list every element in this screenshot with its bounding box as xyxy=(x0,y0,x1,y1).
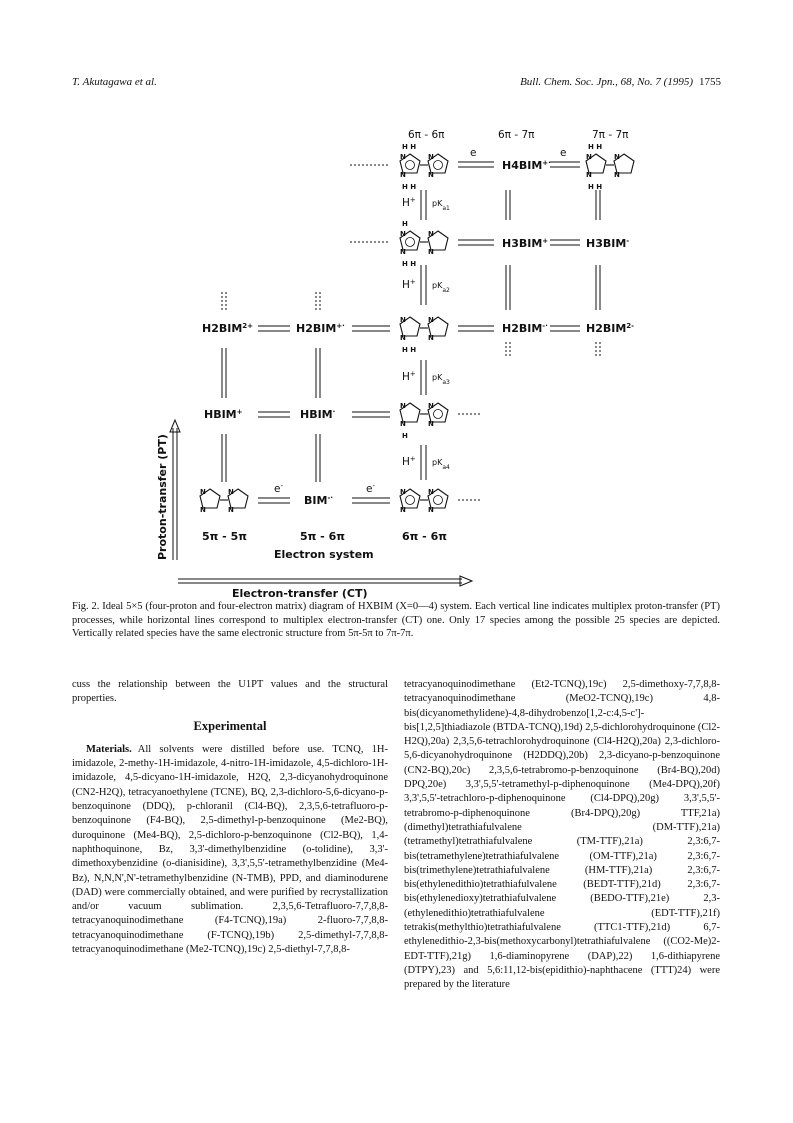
h-plus-3: H+ xyxy=(402,370,416,383)
pka4-label: $pK_{a4}$ xyxy=(432,458,450,471)
config-bottom-5-5: 5π - 5π xyxy=(202,530,247,543)
electron-label-row5-a: e- xyxy=(274,482,283,495)
page-number: 1755 xyxy=(699,76,721,88)
species-h3bim-cation: H3BIM+ xyxy=(502,237,549,250)
species-bim-radanion: BIM-· xyxy=(304,494,334,507)
journal-citation: Bull. Chem. Soc. Jpn., 68, No. 7 (1995) xyxy=(520,76,693,88)
caption-label: Fig. 2. xyxy=(72,601,100,612)
materials-continued: tetracyanoquinodimethane (Et2-TCNQ),19c) 2,5-dimethoxy-7,7,8,8-tetracyanoquinodimethane (MeO2-TCNQ),19c) 4,8-bis(dicyanomethylidene)-4,8-dihydrobenzo[1,2-c:4,5-c']-bis[1,2,5]thiadiazole (BTDA-TCNQ),19d) 2,5-dichlorohydroquinone (Cl2-H2Q),20a) 2,3,5,6-tetrachlorohydroquinone (Cl4-H2Q),20a) 2,3-dichloro-5,6-dicyanohydroquinone (H2DDQ),20b) 2,3-dicyano-p-benzoquinone (CN2-BQ),20c) 2,3,5,6-tetrabromo-p-benzoquinone (Br4-BQ),20d) DPQ,20e) 3,3',5,5'-tetramethyl-p-diphenoquinone (Me4-DPQ),20f) 3,3',5,5'-tetrachloro-p-diphenoquinone (Cl4-DPQ),20g) 3,3',5,5'-tetrabromo-p-diphenoquinone (Br4-DPQ),20g) TTF,21a) (dimethyl)tetrathiafulvalene (DM-TTF),21a) (tetramethyl)tetrathiafulvalene (TM-TTF),21a) 2,3:6,7-bis(tetramethylene)tetrathiafulvalene (OM-TTF),21a) 2,3:6,7-bis(trimethylene)tetrathiafulvalene (HM-TTF),21a) 2,3:6,7-bis(ethylenedithio)tetrathiafulvalene (BEDT-TTF),21d) 2,3:6,7-bis(ethylenedioxy)tetrathiafulvalene (BEDO-TTF),21e) 2,3-(ethylenedithio)tetrathiafulvalene (EDT-TTF),21f) tetrakis(methylthio)tetrathiafulvalene (TTC1-TTF),21d) 6,7-ethylenedithio-2,3-bis(methoxycarbonyl)tetrathiafulvalene ((CO2-Me)2-EDT-TTF),21g) 1,6-diaminopyrene (DAP),22) 1,6-dithiapyrene (DTPY),23) and 5,6:11,12-bis(epidithio)-naphthacene (TTT)24) were prepared by the literature xyxy=(404,679,720,991)
structure-bim-neutral xyxy=(200,488,248,514)
species-h2bim-radanion: H2BIM-· xyxy=(502,322,548,335)
electron-system-label: Electron system xyxy=(274,548,374,561)
svg-text:H H: H H xyxy=(588,183,603,191)
structure-h4bim-neutral xyxy=(586,143,634,191)
config-top-7-7: 7π - 7π xyxy=(592,129,629,141)
svg-text:H H: H H xyxy=(588,143,603,151)
left-column xyxy=(72,678,388,957)
svg-text:H H: H H xyxy=(402,183,417,191)
pka1-label: $pK_{a1}$ xyxy=(432,199,450,212)
svg-text:H: H xyxy=(402,220,408,228)
intro-paragraph-tail: cuss the relationship between the U1PT values and the structural properties. xyxy=(72,679,388,705)
pt-axis-label: Proton-transfer (PT) xyxy=(156,434,169,560)
species-h3bim-anion: H3BIM- xyxy=(586,237,630,250)
config-bottom-5-6: 5π - 6π xyxy=(300,530,345,543)
materials-text: All solvents were distilled before use. TCNQ, 1H-imidazole, 2-methy-1H-imidazole, 4-nitro-1H-imidazole, 4,5-dichloro-1H-imidazole, 4,5-dicyano-1H-imidazole, H2Q, 2,3-dicyanohydroquinone (CN2-H2Q), tetracyanoethylene (TCNE), BQ, 2,3-dichloro-5,6-dicyano-p-benzoquinone (DDQ), p-chloranil (Cl4-BQ), 2,3,5,6-tetrafluoro-p-benzoquinone (F4-BQ), 2,5-dimethyl-p-benzoquinone (Me2-BQ), duroquinone (Me4-BQ), 2,5-dichloro-p-benzoquinone (Cl2-BQ), 1,4-naphthoquinone, Bz, 3,3'-dimethylbenzidine (o-tolidine), 3,3'-dimethoxybenzidine (o-dianisidine), 3,3',5,5'-tetramethylbenzidine (Me4-Bz), N,N,N',N'-tetramethylbenzidine (N-TMB), PPD, and diaminodurene (DAD) were commercially obtained, and were purified by recrystallization and/or vacuum sublimation. 2,3,5,6-Tetrafluoro-7,7,8,8-tetracyanoquinodimethane (F4-TCNQ),19a) 2-fluoro-7,7,8,8-tetracyanoquinodimethane (F-TCNQ),19b) 2,5-dimethyl-7,7,8,8-tetracyanoquinodimethane (Me2-TCNQ),19c) 2,5-diethyl-7,7,8,8- xyxy=(72,743,388,956)
structure-h3bim-cation xyxy=(400,220,448,268)
config-top-6-6: 6π - 6π xyxy=(408,129,445,141)
electron-arrow-row1-a-label: e xyxy=(470,147,477,159)
config-top-6-7: 6π - 7π xyxy=(498,129,535,141)
running-header-journal xyxy=(520,76,721,88)
pka3-label: $pK_{a3}$ xyxy=(432,373,450,386)
species-hbim-radical: HBIM· xyxy=(300,408,336,421)
electron-arrow-row1-b-label: e xyxy=(560,147,567,159)
svg-text:H: H xyxy=(402,432,408,440)
right-column xyxy=(404,678,720,993)
structure-hbim-anion xyxy=(400,402,448,440)
pka2-label: $pK_{a2}$ xyxy=(432,281,450,294)
ct-axis-arrowhead xyxy=(460,576,472,586)
ct-axis-label: Electron-transfer (CT) xyxy=(232,587,368,600)
svg-text:H H: H H xyxy=(402,346,417,354)
species-h2bim-dication: $H2BIM^{2+}$ xyxy=(202,322,254,335)
running-header-authors: T. Akutagawa et al. xyxy=(72,76,157,88)
species-h4bim: H4BIM+· xyxy=(502,159,551,172)
species-hbim-cation: HBIM+ xyxy=(204,408,243,421)
materials-paragraph xyxy=(72,743,388,957)
svg-text:H H: H H xyxy=(402,260,417,268)
materials-run-in-head: Materials. xyxy=(86,743,132,755)
structure-bim-dianion xyxy=(400,488,448,514)
species-h2bim-dianion: $H2BIM^{2-}$ xyxy=(586,322,635,335)
h-plus-1: H+ xyxy=(402,196,416,209)
species-h2bim-radcation: H2BIM+· xyxy=(296,322,345,335)
figure-hxbim-matrix: N N 6π - 6π 6π - 7π 7π - 7π H H H H e H4BIM+· e H H H H H+ $pK_{a1}$ H H H H3BIM+ H3BIM- H+ $pK_{a2}$ $H2BIM^{2+}$ H2BIM+· H H H2BIM-· $H2BIM^{2-}$ H+ $pK_{a3}$ HBIM+ HBIM· H H+ $pK_{a4}$ e- BIM-· e- 5π - 5π 5π - 6π 6π - 6π Electron system Proton-transfer (PT) Electron-transfer (CT) xyxy=(130,108,635,600)
h-plus-4: H+ xyxy=(402,455,416,468)
svg-text:H H: H H xyxy=(402,143,417,151)
section-heading-experimental: Experimental xyxy=(193,718,267,733)
h-plus-2: H+ xyxy=(402,278,416,291)
figure-caption xyxy=(72,600,720,641)
config-bottom-6-6: 6π - 6π xyxy=(402,530,447,543)
pt-axis-arrowhead xyxy=(170,420,180,432)
electron-label-row5-b: e- xyxy=(366,482,375,495)
structure-h2bim-neutral xyxy=(400,316,448,354)
caption-text: Ideal 5×5 (four-proton and four-electron matrix) diagram of HXBIM (X=0—4) system. Each vertical line indicates multiplex proton-transfer (PT) processes, while horizontal lines correspond to multiplex electron-transfer (CT) one. Only 17 species among the possible 25 species are depicted. Vertically related species have the same electronic structure from 5π-5π to 7π-7π. xyxy=(72,601,720,639)
structure-h4bim-dication xyxy=(400,143,448,191)
